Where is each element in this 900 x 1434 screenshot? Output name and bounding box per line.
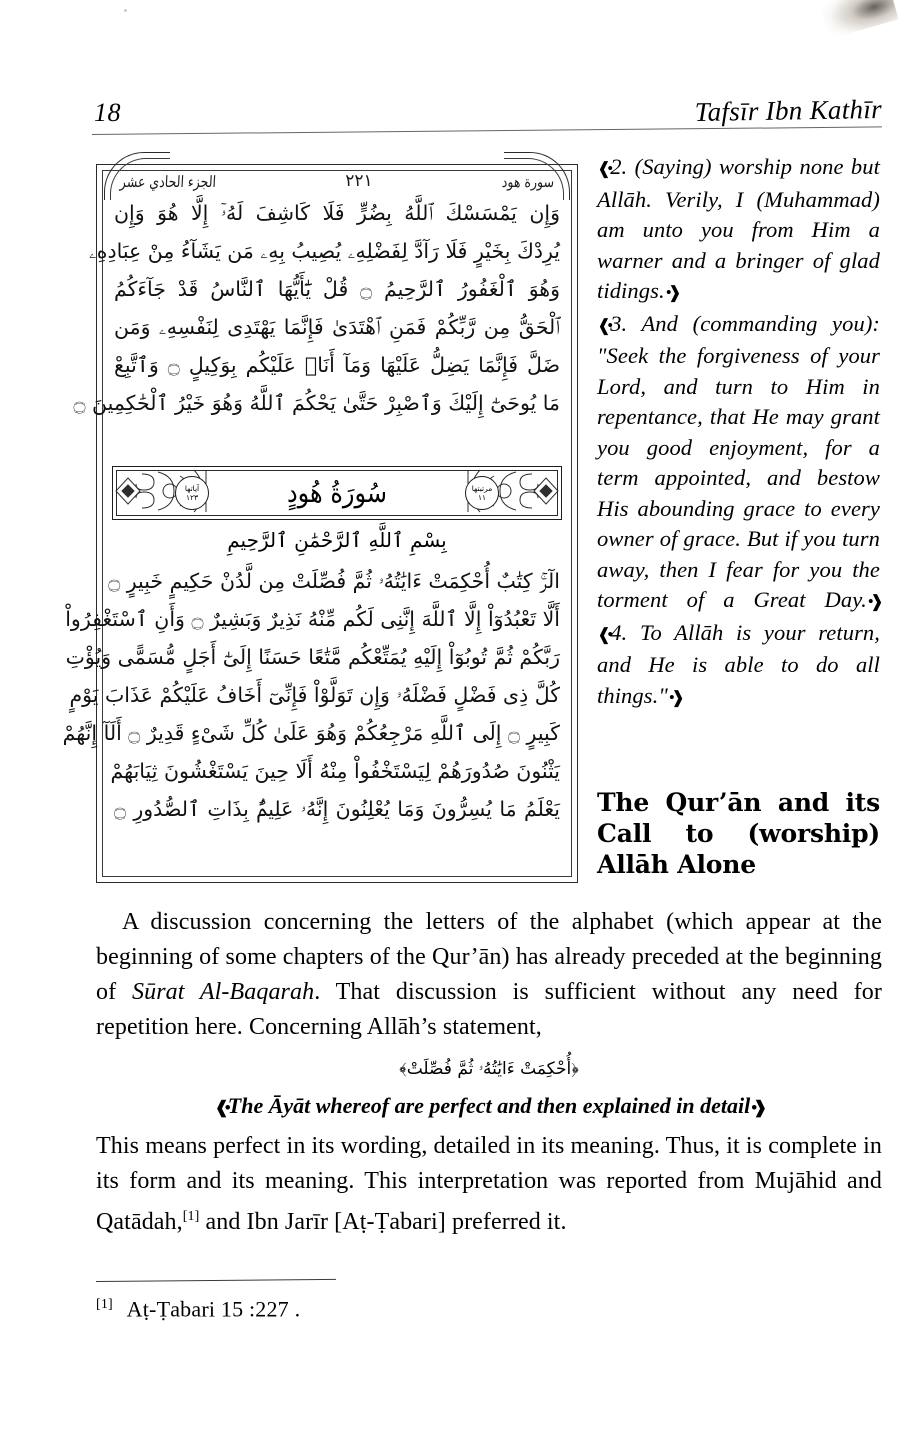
footnote-block [96, 1281, 882, 1323]
book-title: Tafsīr Ibn Kathīr [694, 94, 882, 127]
quran-line: كَبِيرٍ ۝ إِلَى ٱللَّهِ مَرْجِعُكُمْ وَهُوَ عَلَىٰ كُلِّ شَىْءٍ قَدِيرٌ ۝ أَلَآ إِنَّهُمْ [62, 721, 560, 745]
basmala: بِسْمِ ٱللَّهِ ٱلرَّحْمَٰنِ ٱلرَّحِيمِ [227, 528, 447, 552]
ayah-translation-column [597, 152, 880, 713]
commentary-body [96, 905, 882, 1240]
section-subheading [597, 787, 880, 880]
mushaf-surah-label: سورة هود [501, 172, 555, 190]
ayah-translation-2: ❰• 2. (Saying) worship none but Allāh. Verily, I (Muhammad) am unto you from Him a warner and a bringer of glad tidings. •❱ [597, 152, 880, 309]
page-number: 18 [94, 98, 121, 127]
body-paragraph-2 [96, 1129, 882, 1240]
quran-text-hud [62, 562, 560, 828]
quran-line: كُلَّ ذِى فَضْلٍ فَضْلَهُۥ وَإِن تَوَلَّوْاْ فَإِنِّىٓ أَخَافُ عَلَيْكُمْ عَذَابَ يَوْمٍ [69, 683, 560, 707]
quran-mushaf-frame [62, 150, 578, 883]
quran-line: الٓرۚ كِتَٰبٌ أُحْكِمَتْ ءَايَٰتُهُۥ ثُمَّ فُصِّلَتْ مِن لَّدُنْ حَكِيمٍ خَبِيرٍ ۝ [108, 569, 560, 593]
body-text-run: A discussion concerning the letters of the alphabet (which appear at the beginning of some chapters of the Qur’ān) has already preceded at the beginning of [96, 909, 882, 1005]
surah-ayah-count-medallion [175, 476, 209, 510]
quran-line: يَثْنُونَ صُدُورَهُمْ لِيَسْتَخْفُواْ مِنْهُ أَلَا حِينَ يَسْتَغْشُونَ ثِيَابَهُمْ [110, 759, 560, 783]
medallion-label: آياتها [184, 484, 200, 493]
quran-line: مَا يُوحَىٰٓ إِلَيْكَ وَٱصْبِرْ حَتَّىٰ يَحْكُمَ ٱللَّهُ وَهُوَ خَيْرُ ٱلْحَٰكِمِينَ ۝ [73, 391, 560, 415]
subheading-line-3: Allāh Alone [597, 850, 756, 879]
ayah-translation-3: ❰• 3. And (commanding you): "Seek the forgiveness of your Lord, and turn to Him in repentance, that He may grant you good enjoyment, for a term appointed, and bestow His abounding grace to every owner of grace. But if you turn away, then I fear for you the torment of a Great Day. •❱ [597, 309, 880, 618]
quran-line: ضَلَّ فَإِنَّمَا يَضِلُّ عَلَيْهَا وَمَآ أَنَا۠ عَلَيْكُم بِوَكِيلٍ ۝ وَٱتَّبِعْ [114, 353, 560, 377]
arabic-quotation: ﴿أُحْكِمَتْ ءَايَٰتُهُۥ ثُمَّ فُصِّلَتْ﴾ [399, 1059, 579, 1079]
ayah-caption-text: ❰• The Āyāt whereof are perfect and then explained in detail •❱ [215, 1093, 764, 1118]
quran-line: وَإِن يَمْسَسْكَ ٱللَّهُ بِضُرٍّ فَلَا كَاشِفَ لَهُۥٓ إِلَّا هُوَ وَإِن [114, 201, 560, 225]
running-head [92, 94, 882, 132]
ayah-caption [96, 1091, 882, 1123]
scan-artifact-smudge [817, 0, 898, 39]
medallion-label: مرتبتها [471, 484, 493, 493]
subheading-line-1: The Qur’ān and its [597, 788, 880, 817]
mushaf-juz-label: الجزء الحادي عشر [119, 171, 217, 191]
quran-line: ٱلْحَقُّ مِن رَّبِّكُمْ فَمَنِ ٱهْتَدَىٰ فَإِنَّمَا يَهْتَدِى لِنَفْسِهِۦ وَمَن [114, 315, 560, 339]
medallion-value: ١٢٣ [185, 493, 199, 502]
footnote-rule [96, 1279, 336, 1282]
book-reference-italic: Sūrat Al-Baqarah [132, 979, 315, 1005]
footnote-citation: Aṭ-Ṭabari 15 :227 . [126, 1296, 301, 1322]
ayah-translation-4: ❰• 4. To Allāh is your return, and He is able to do all things." •❱ [597, 618, 880, 714]
body-paragraph-1 [96, 905, 882, 1045]
body-text-run: and Ibn Jarīr [Aṭ-Ṭabari] preferred it. [199, 1209, 567, 1235]
quran-line: أَلَّا تَعْبُدُوٓاْ إِلَّا ٱللَّهَ إِنَّنِى لَكُم مِّنْهُ نَذِيرٌ وَبَشِيرٌ ۝ وَأَنِ ٱسْتَغْفِرُواْ [65, 607, 560, 631]
body-text-run: This means perfect in its wording, detailed in its meaning. Thus, it is complete in its form and its meaning. This interpretation was reported from Mujāhid and Qatādah, [96, 1133, 882, 1235]
quran-line: وَهُوَ ٱلْغَفُورُ ٱلرَّحِيمُ ۝ قُلْ يَٰٓأَيُّهَا ٱلنَّاسُ قَدْ جَآءَكُمُ [114, 277, 560, 301]
header-rule [92, 126, 882, 135]
surah-title: سُورَةُ هُودٍ [271, 477, 403, 508]
medallion-value: ١١ [477, 493, 487, 502]
quran-line: يَعْلَمُ مَا يُسِرُّونَ وَمَا يُعْلِنُونَ إِنَّهُۥ عَلِيمٌۢ بِذَاتِ ٱلصُّدُورِ ۝ [114, 797, 560, 821]
surah-order-medallion [465, 476, 499, 510]
footnote-entry [96, 1291, 882, 1323]
mushaf-page-number: ٢٢١ [345, 171, 373, 191]
quran-line: يُرِدْكَ بِخَيْرٍ فَلَا رَآدَّ لِفَضْلِهِۦ يُصِيبُ بِهِۦ مَن يَشَآءُ مِنْ عِبَادِهِۦ [88, 239, 560, 263]
mushaf-header [120, 168, 554, 194]
body-text-run: . That discussion is sufficient without any need for repetition here. Concerning Allāh’s statement, [96, 979, 883, 1040]
subheading-line-2: Call to (worship) [597, 819, 880, 848]
quran-text-yunus [73, 194, 560, 422]
footnote-reference[interactable]: [1] [182, 1209, 200, 1224]
surah-title-band [112, 466, 562, 520]
quran-line: رَبَّكُمْ ثُمَّ تُوبُوٓاْ إِلَيْهِ يُمَتِّعْكُم مَّتَٰعًا حَسَنًا إِلَىٰٓ أَجَلٍ مُّسَمًّى وَيُؤْتِ [65, 645, 560, 669]
footnote-marker: [1] [96, 1297, 113, 1312]
scan-artifact-dot [124, 9, 127, 12]
